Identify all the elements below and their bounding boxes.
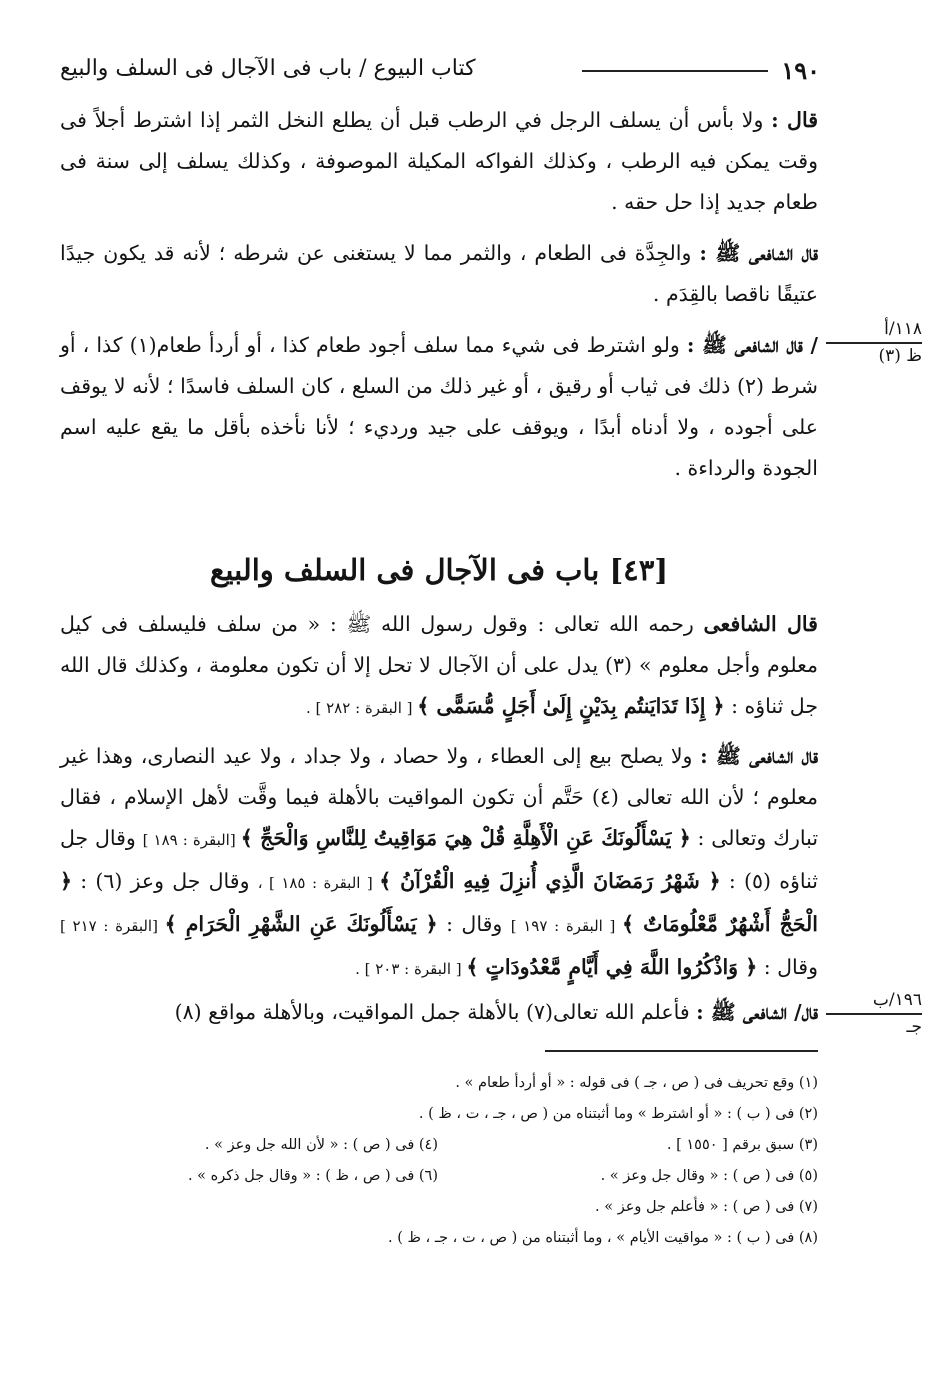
paragraph-text: وقال : — [437, 912, 511, 936]
speaker: قال الشافعى — [703, 612, 818, 636]
footnote: (١) وقع تحريف فى ( ص ، جـ ) فى قوله : « أو أردأ طعام » . — [455, 1075, 818, 1091]
margin-note-top: ١٩٦/ب — [826, 990, 922, 1015]
quran-quote: ﴿ الْحَجُّ أَشْهُرٌ مَّعْلُومَاتٌ ﴾ — [60, 869, 818, 936]
speaker: قال/ الشافعى ﷺ : — [696, 1000, 818, 1024]
quran-reference: [ البقرة : ٢٠٣ ] . — [355, 960, 467, 978]
paragraph-text: وقال : — [757, 955, 818, 979]
footnote-row — [60, 1192, 818, 1223]
quran-quote: ﴿ يَسْأَلُونَكَ عَنِ الْأَهِلَّةِ قُلْ هِيَ مَوَاقِيتُ لِلنَّاسِ وَالْحَجِّ ﴾ — [240, 826, 691, 850]
quran-quote: ﴿ وَاذْكُرُوا اللَّهَ فِي أَيَّامٍ مَّعْدُودَاتٍ ﴾ — [466, 955, 758, 979]
paragraph-text: ولا بأس أن يسلف الرجل في الرطب قبل أن يطلع النخل الثمر إذا اشترط أجلاً فى وقت يمكن فيه الرطب ، وكذلك الفواكه المكيلة الموصوفة ، وكذلك يسلف إلى سنة فى طعام جديد إذا حل حقه . — [60, 108, 818, 214]
footnote: (٤) فى ( ص ) : « لأن الله جل وعز » . — [204, 1137, 438, 1153]
speaker: قال الشافعى ﷺ : — [700, 744, 819, 768]
footnote: (٥) فى ( ص ) : « وقال جل وعز » . — [600, 1168, 818, 1184]
paragraph-text: فأعلم الله تعالى(٧) بالأهلة جمل المواقيت، وبالأهلة مواقع (٨) — [174, 1000, 697, 1024]
speaker: / قال الشافعى ﷺ : — [686, 333, 818, 357]
margin-note-top: ١١٨/أ — [826, 319, 922, 344]
footnote-row — [60, 1099, 818, 1130]
quran-reference: [البقرة : ٢١٧ ] — [60, 917, 165, 935]
quran-quote: ﴿ إِذَا تَدَايَنتُم بِدَيْنٍ إِلَىٰ أَجَلٍ مُّسَمًّى ﴾ — [417, 694, 725, 718]
footnote: (٢) فى ( ب ) : « أو اشترط » وما أثبتناه من ( ص ، جـ ، ت ، ظ ) . — [418, 1106, 818, 1122]
top-paragraph-2 — [60, 233, 818, 315]
footnote-row — [60, 1161, 818, 1192]
header-rule — [582, 70, 768, 72]
top-paragraph-3 — [60, 325, 818, 489]
quran-reference: [ البقرة : ١٩٧ ] — [510, 917, 623, 935]
speaker: قال : — [771, 108, 818, 132]
running-title: كتاب البيوع / باب فى الآجال فى السلف والبيع — [60, 56, 476, 81]
footnote: (٧) فى ( ص ) : « فأعلم جل وعز » . — [595, 1199, 818, 1215]
paragraph-text: ولا يصلح بيع إلى العطاء ، ولا حصاد ، ولا جداد ، ولا عيد النصارى، وهذا غير معلوم ؛ لأن الله تعالى (٤) حَتَّم أن تكون المواقيت بالأهلة فيما وقَّت لأهل الإسلام ، فقال تبارك وتعالى : — [60, 744, 819, 850]
top-paragraph-1 — [60, 100, 818, 223]
footnote: (٨) فى ( ب ) : « مواقيت الأيام » ، وما أثبتناه من ( ص ، ت ، جـ ، ظ ) . — [388, 1230, 818, 1246]
margin-note-bottom: جـ — [906, 1017, 922, 1037]
footnotes — [60, 1068, 818, 1254]
footnote-row — [60, 1223, 818, 1254]
page-header — [60, 50, 820, 90]
quran-reference: [ البقرة : ١٨٥ ] ، — [257, 874, 380, 892]
margin-note-manuscript-ref-2 — [826, 990, 922, 1037]
quran-quote: ﴿ يَسْأَلُونَكَ عَنِ الشَّهْرِ الْحَرَامِ ﴾ — [164, 912, 438, 936]
footnote-row — [60, 1130, 818, 1161]
margin-note-bottom: ظ (٣) — [878, 346, 922, 366]
paragraph-text: والجِدَّة فى الطعام ، والثمر مما لا يستغنى عن شرطه ؛ لأنه قد يكون جيدًا عتيقًا ناقصا بالقِدَم . — [60, 241, 818, 306]
section-paragraph-1 — [60, 604, 818, 729]
section-paragraph-2 — [60, 736, 818, 990]
section-paragraph-3 — [60, 992, 818, 1033]
margin-note-manuscript-ref — [826, 319, 922, 366]
footnote: (٣) سبق برقم [ ١٥٥٠ ] . — [666, 1137, 818, 1153]
quran-reference: [البقرة : ١٨٩ ] — [142, 831, 241, 849]
footnote-row — [60, 1068, 818, 1099]
speaker: قال الشافعى ﷺ : — [699, 241, 819, 265]
footnote-divider — [545, 1050, 818, 1052]
page-number: ١٩٠ — [781, 56, 820, 85]
quran-reference: [ البقرة : ٢٨٢ ] . — [305, 699, 418, 717]
paragraph-text: رحمه الله تعالى : وقول رسول الله ﷺ : « من سلف فليسلف فى كيل معلوم وأجل معلوم » (٣) يدل على أن الآجال لا تحل إلا أن تكون معلومة ، وكذلك قال الله جل ثناؤه : — [60, 612, 818, 718]
footnote: (٦) فى ( ص ، ظ ) : « وقال جل ذكره » . — [187, 1168, 438, 1184]
paragraph-text: وقال جل ثناؤه (٥) : — [60, 826, 819, 893]
section-heading: [٤٣] باب فى الآجال فى السلف والبيع — [209, 553, 669, 587]
paragraph-text: وقال جل وعز (٦) : — [72, 869, 258, 893]
quran-quote: ﴿ شَهْرُ رَمَضَانَ الَّذِي أُنزِلَ فِيهِ الْقُرْآنُ ﴾ — [379, 869, 721, 893]
paragraph-text: ولو اشترط فى شيء مما سلف أجود طعام كذا ، أو أردأ طعام(١) كذا ، أو شرط (٢) ذلك فى ثياب أو رقيق ، أو غير ذلك من السلع ، كان السلف فاسدًا ؛ لأنه لا يوقف على أجوده ، ولا أدناه أبدًا ، ويوقف على جيد ورديء ؛ لأنا نأخذه بأقل ما يقع عليه اسم الجودة والرداءة . — [60, 333, 818, 480]
